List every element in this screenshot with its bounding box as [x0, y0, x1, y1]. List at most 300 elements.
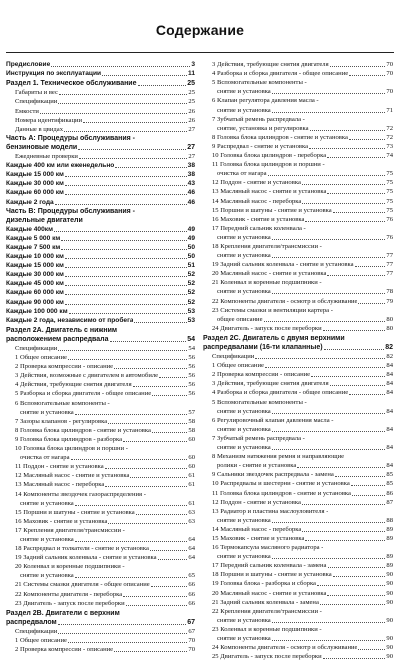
toc-entry[interactable]: [6, 69, 195, 78]
dot-leader: [358, 303, 385, 304]
dot-leader: [123, 596, 187, 597]
toc-entry[interactable]: [6, 453, 195, 462]
toc-entry[interactable]: [6, 489, 195, 498]
toc-entry-title: Каждые 10 000 км: [6, 253, 64, 261]
toc-entry[interactable]: [6, 480, 195, 489]
toc-entry[interactable]: [6, 125, 195, 134]
toc-entry[interactable]: [6, 288, 195, 297]
toc-entry-title: 11 Головка блока цилиндров - снятие и установка: [212, 489, 351, 497]
toc-entry[interactable]: [6, 116, 195, 125]
toc-entry[interactable]: [203, 452, 393, 461]
toc-entry[interactable]: [6, 471, 195, 480]
dot-leader: [310, 130, 386, 131]
toc-entry-page: 57: [188, 408, 195, 416]
dot-leader: [115, 167, 186, 168]
dot-leader: [110, 341, 187, 342]
dot-leader: [272, 431, 386, 432]
toc-entry-title: 7 Зазоры клапанов - регулировка: [15, 417, 108, 425]
toc-entry[interactable]: [203, 561, 393, 570]
toc-entry-page: 90: [386, 653, 393, 661]
toc-entry-page: 49: [187, 234, 195, 242]
toc-entry[interactable]: [6, 60, 195, 69]
toc-entry[interactable]: [6, 326, 195, 335]
toc-entry[interactable]: [203, 570, 393, 579]
toc-entry[interactable]: [203, 224, 393, 233]
toc-entry-title: Каждые 400км: [6, 225, 53, 233]
toc-entry-title: 19 Головка блока - разборка и сборка: [212, 580, 316, 588]
toc-entry-page: 46: [187, 189, 195, 197]
dot-leader: [65, 304, 187, 305]
toc-entry-page: 85: [386, 471, 393, 479]
toc-entry[interactable]: [203, 588, 393, 597]
toc-entry-title: 1 Общее описание: [15, 354, 67, 362]
toc-column-left: [6, 60, 195, 654]
toc-entry[interactable]: [6, 179, 195, 188]
toc-entry[interactable]: [6, 234, 195, 243]
toc-entry-title: 14 Масляный насос - переборка: [212, 197, 302, 205]
toc-entry-page: 77: [386, 270, 393, 278]
dot-leader: [61, 240, 186, 241]
toc-entry-page: 64: [188, 554, 195, 562]
dot-leader: [349, 394, 385, 395]
toc-entry[interactable]: [6, 645, 195, 654]
toc-entry[interactable]: [203, 324, 393, 333]
toc-entry-page: 27: [188, 153, 195, 161]
toc-entry[interactable]: [203, 443, 393, 452]
toc-entry[interactable]: [6, 297, 195, 306]
toc-entry[interactable]: [6, 216, 195, 225]
dot-leader: [297, 467, 385, 468]
toc-entry[interactable]: [203, 78, 393, 87]
dot-leader: [136, 514, 188, 515]
dot-leader: [272, 239, 386, 240]
toc-entry[interactable]: [203, 124, 393, 133]
toc-entry[interactable]: [6, 353, 195, 362]
toc-entry[interactable]: [6, 161, 195, 170]
dot-leader: [68, 359, 187, 360]
toc-entry-page: 75: [386, 197, 393, 205]
dot-leader: [58, 103, 187, 104]
toc-entry[interactable]: [6, 170, 195, 179]
toc-entry[interactable]: [203, 296, 393, 305]
toc-entry-page: 89: [386, 525, 393, 533]
toc-entry[interactable]: [203, 488, 393, 497]
toc-entry[interactable]: [203, 598, 393, 607]
toc-entry-title: 5 Вспомогательные компоненты -: [212, 79, 307, 87]
dot-leader: [159, 377, 187, 378]
dot-leader: [65, 285, 187, 286]
toc-entry[interactable]: [6, 316, 195, 325]
toc-entry[interactable]: [203, 233, 393, 242]
toc-entry[interactable]: [203, 507, 393, 516]
toc-entry[interactable]: [203, 343, 393, 352]
toc-entry-title: 15 Поршни и шатуны - снятие и установка: [212, 206, 332, 214]
toc-entry-title: 21 Задний сальник коленвала - замена: [212, 598, 319, 606]
toc-entry[interactable]: [203, 334, 393, 343]
toc-entry[interactable]: [6, 243, 195, 252]
toc-entry-title: 18 Крепления двигателя/трансмиссии -: [212, 242, 322, 250]
toc-entry[interactable]: [203, 187, 393, 196]
toc-entry[interactable]: [6, 589, 195, 598]
toc-entry-page: 90: [386, 635, 393, 642]
dot-leader: [58, 624, 186, 625]
toc-entry[interactable]: [6, 462, 195, 471]
toc-entry-page: 86: [386, 489, 393, 497]
toc-entry[interactable]: [203, 260, 393, 269]
toc-entry-page: 87: [386, 498, 393, 506]
toc-entry[interactable]: [203, 169, 393, 178]
toc-entry[interactable]: [6, 599, 195, 608]
dot-leader: [65, 267, 187, 268]
toc-entry-page: 78: [386, 288, 393, 296]
toc-entry-title: 3 Действия, требующие снятия двигателя: [212, 61, 329, 69]
dot-leader: [272, 93, 386, 94]
toc-entry-title: 2 Проверка компрессии - описание: [15, 646, 114, 654]
toc-entry-title: 22 Компоненты двигателя - осмотр и обслуживание: [212, 297, 358, 305]
dot-leader: [324, 349, 385, 350]
toc-entry-page: 85: [386, 480, 393, 488]
toc-entry-title: 14 Масляный насос - переборка: [212, 525, 302, 533]
toc-entry[interactable]: [203, 461, 393, 470]
toc-entry-title: 12 Поддон - снятие и установка: [212, 498, 301, 506]
toc-entry[interactable]: [6, 362, 195, 371]
toc-entry[interactable]: [6, 380, 195, 389]
toc-entry-title: 2 Проверка компрессии - описание: [15, 363, 114, 371]
dot-leader: [114, 368, 187, 369]
toc-entry-title: 9 Сальники звездочек распредвала - замена: [212, 471, 334, 479]
toc-entry[interactable]: [6, 526, 195, 535]
toc-entry[interactable]: [203, 434, 393, 443]
toc-entry[interactable]: [6, 508, 195, 517]
toc-entry-title: 9 Распредвал - снятие и установка: [212, 142, 309, 150]
toc-entry-title: очистка от нагара: [217, 170, 267, 178]
toc-entry[interactable]: [203, 196, 393, 205]
toc-entry[interactable]: [203, 352, 393, 361]
dot-leader: [305, 221, 385, 222]
toc-entry-page: 27: [187, 143, 195, 151]
toc-entry[interactable]: [203, 416, 393, 425]
toc-entry[interactable]: [6, 435, 195, 444]
toc-entry[interactable]: [6, 88, 195, 97]
toc-entry-title: 16 Термокапсула масляного радиатора -: [212, 544, 324, 552]
toc-entry[interactable]: [6, 535, 195, 544]
toc-entry-title: Каждые 100 000 км: [6, 307, 68, 315]
toc-entry-title: 10 Головка блока цилиндров - переборка: [212, 152, 327, 160]
toc-entry-title: Раздел 2В. Двигатели с верхним: [6, 609, 120, 617]
toc-entry-title: распредвалом: [6, 618, 57, 626]
toc-entry[interactable]: [203, 625, 393, 634]
toc-entry-title: 16 Маховик - снятие и установка: [15, 517, 108, 525]
toc-entry[interactable]: [203, 215, 393, 224]
toc-entry[interactable]: [6, 408, 195, 417]
title-divider: [6, 52, 394, 53]
toc-entry-title: 20 Коленвал и коренные подшипники -: [15, 563, 125, 571]
toc-entry-page: 89: [386, 553, 393, 561]
dot-leader: [152, 432, 187, 433]
toc-entry[interactable]: [203, 206, 393, 215]
toc-entry-page: 75: [386, 170, 393, 178]
toc-entry[interactable]: [6, 207, 195, 216]
toc-entry[interactable]: [203, 269, 393, 278]
toc-entry[interactable]: [203, 251, 393, 260]
toc-entry[interactable]: [203, 616, 393, 625]
toc-entry-title: 17 Передний сальник коленвала - замена: [212, 562, 327, 570]
toc-entry-title: снятие и установка: [20, 499, 74, 507]
dot-leader: [323, 658, 386, 659]
toc-entry[interactable]: [6, 444, 195, 453]
toc-entry[interactable]: [203, 379, 393, 388]
toc-entry[interactable]: [203, 652, 393, 661]
toc-entry[interactable]: [203, 397, 393, 406]
dot-leader: [65, 294, 187, 295]
toc-entry[interactable]: [6, 636, 195, 645]
toc-entry-page: 52: [187, 298, 195, 306]
toc-entry-page: 76: [386, 215, 393, 223]
dot-leader: [55, 204, 187, 205]
toc-entry[interactable]: [6, 261, 195, 270]
toc-entry[interactable]: [6, 618, 195, 627]
dot-leader: [327, 193, 385, 194]
toc-entry[interactable]: [203, 425, 393, 434]
toc-entry[interactable]: [203, 60, 393, 69]
toc-entry-title: Инструкция по эксплуатации: [6, 70, 102, 78]
dot-leader: [320, 604, 386, 605]
toc-entry-title: снятие и установка: [217, 233, 271, 241]
toc-entry-page: 50: [187, 253, 195, 261]
toc-entry[interactable]: [203, 516, 393, 525]
toc-entry-page: 90: [386, 616, 393, 624]
toc-entry-title: 1 Общее описание: [212, 362, 264, 370]
toc-entry[interactable]: [203, 151, 393, 160]
toc-entry[interactable]: [6, 398, 195, 407]
toc-entry[interactable]: [6, 188, 195, 197]
toc-entry-page: 70: [386, 61, 393, 69]
dot-leader: [351, 485, 386, 486]
toc-entry[interactable]: [203, 579, 393, 588]
toc-entry[interactable]: [203, 287, 393, 296]
toc-entry[interactable]: [203, 407, 393, 416]
toc-entry-page: 75: [386, 179, 393, 187]
toc-entry-title: Раздел 2А. Двигатель с нижним: [6, 326, 118, 334]
toc-entry[interactable]: [203, 607, 393, 616]
toc-entry[interactable]: [203, 388, 393, 397]
toc-entry-title: 6 Вспомогательные компоненты -: [15, 399, 110, 407]
toc-entry[interactable]: [203, 525, 393, 534]
toc-entry[interactable]: [6, 609, 195, 618]
dot-leader: [323, 330, 386, 331]
dot-leader: [78, 149, 186, 150]
toc-entry[interactable]: [203, 242, 393, 251]
toc-entry[interactable]: [6, 97, 195, 106]
toc-entry[interactable]: [6, 499, 195, 508]
toc-entry-page: 84: [386, 444, 393, 452]
toc-entry[interactable]: [6, 344, 195, 353]
toc-entry[interactable]: [203, 361, 393, 370]
toc-entry-title: Спецификации: [15, 98, 58, 106]
toc-entry-title: Каждые 30 000 км: [6, 180, 64, 188]
toc-entry-page: 76: [386, 233, 393, 241]
toc-entry-page: 84: [386, 389, 393, 397]
toc-entry[interactable]: [203, 306, 393, 315]
toc-entry[interactable]: [203, 278, 393, 287]
toc-entry-title: Каждые 2 года, независимо от пробега: [6, 316, 134, 324]
toc-entry-title: Каждые 5 000 км: [6, 234, 61, 242]
toc-entry-page: 90: [386, 571, 393, 579]
dot-leader: [309, 148, 385, 149]
toc-entry-title: снятие и установка: [217, 407, 271, 415]
toc-entry[interactable]: [203, 315, 393, 324]
toc-entry-page: 89: [386, 562, 393, 570]
dot-leader: [302, 203, 385, 204]
toc-entry-title: Раздел 2С. Двигатель с двумя верхними: [203, 334, 345, 342]
toc-entry-title: 15 Маховик - снятие и установка: [212, 534, 305, 542]
dot-leader: [65, 194, 187, 195]
toc-entry[interactable]: [6, 335, 195, 344]
toc-entry-title: 8 Головка блока цилиндров - снятие и установка: [212, 133, 348, 141]
dot-leader: [272, 640, 386, 641]
dot-leader: [138, 85, 187, 86]
toc-entry-page: 73: [386, 142, 393, 150]
dot-leader: [272, 293, 386, 294]
toc-entry-page: 56: [188, 381, 195, 389]
toc-entry-title: Часть В: Процедуры обслуживания -: [6, 207, 136, 215]
dot-leader: [255, 358, 385, 359]
toc-entry-title: 10 Распредвалы и шестерни - снятие и установка: [212, 480, 350, 488]
toc-entry-title: 20 Масляный насос - снятие и установка: [212, 270, 327, 278]
toc-entry[interactable]: [6, 252, 195, 261]
toc-entry[interactable]: [6, 143, 195, 152]
toc-entry[interactable]: [6, 307, 195, 316]
toc-entry[interactable]: [6, 225, 195, 234]
toc-entry[interactable]: [6, 426, 195, 435]
toc-entry-page: 84: [386, 462, 393, 470]
toc-entry-page: 70: [188, 646, 195, 654]
dot-leader: [305, 540, 385, 541]
toc-entry-title: расположением распредвала: [6, 335, 109, 343]
toc-entry[interactable]: [6, 134, 195, 143]
toc-entry-page: 56: [188, 354, 195, 362]
toc-entry[interactable]: [6, 371, 195, 380]
toc-entry-page: 89: [386, 534, 393, 542]
toc-entry-title: Каждые 45 000 км: [6, 280, 64, 288]
toc-entry[interactable]: [203, 552, 393, 561]
toc-entry[interactable]: [203, 96, 393, 105]
toc-entry[interactable]: [203, 105, 393, 114]
toc-entry-title: 17 Передний сальник коленвала -: [212, 224, 306, 232]
toc-entry-page: 52: [187, 280, 195, 288]
toc-entry-title: Ежедневные проверки: [15, 153, 78, 161]
toc-entry-page: 61: [188, 472, 195, 480]
toc-entry[interactable]: [6, 106, 195, 115]
toc-entry-title: Каждые 15 000 км: [6, 262, 64, 270]
toc-entry[interactable]: [6, 580, 195, 589]
dot-leader: [71, 459, 188, 460]
dot-leader: [150, 550, 187, 551]
toc-entry[interactable]: [6, 553, 195, 562]
toc-entry-page: 61: [188, 481, 195, 489]
toc-entry-page: 61: [188, 499, 195, 507]
toc-entry[interactable]: [203, 498, 393, 507]
toc-entry[interactable]: [6, 152, 195, 161]
toc-entry-title: снятие и установка: [217, 106, 271, 114]
toc-entry[interactable]: [203, 643, 393, 652]
toc-entry-title: 6 Клапан регулятора давления масла -: [212, 97, 319, 105]
toc-entry-title: 4 Разборка и сборка двигателя - общее описание: [212, 70, 349, 78]
dot-leader: [102, 75, 187, 76]
toc-entry[interactable]: [6, 79, 195, 88]
toc-entry[interactable]: [6, 197, 195, 206]
toc-entry-title: 3 Действия, возможные с двигателем в автомобиле: [15, 372, 159, 380]
toc-entry[interactable]: [6, 270, 195, 279]
toc-entry[interactable]: [203, 133, 393, 142]
toc-entry-title: 12 Масляный насос - снятие и установка: [15, 472, 130, 480]
toc-entry-title: Емкости: [15, 107, 39, 115]
toc-entry-title: снятие и установка: [20, 535, 74, 543]
toc-entry-page: 70: [386, 88, 393, 96]
toc-entry-title: 24 Двигатель - запуск после переборки: [212, 324, 322, 332]
toc-entry-page: 60: [188, 463, 195, 471]
toc-entry-page: 49: [187, 225, 195, 233]
toc-entry[interactable]: [203, 178, 393, 187]
dot-leader: [65, 176, 187, 177]
dot-leader: [158, 559, 188, 560]
toc-entry[interactable]: [203, 370, 393, 379]
dot-leader: [75, 577, 188, 578]
toc-entry[interactable]: [6, 517, 195, 526]
toc-entry[interactable]: [6, 417, 195, 426]
dot-leader: [65, 276, 187, 277]
toc-entry-page: 38: [187, 171, 195, 179]
toc-entry-page: 90: [386, 589, 393, 597]
dot-leader: [333, 212, 386, 213]
toc-entry[interactable]: [6, 389, 195, 398]
toc-entry[interactable]: [6, 544, 195, 553]
toc-entry-title: Спецификации: [15, 345, 58, 352]
dot-leader: [126, 605, 188, 606]
toc-entry[interactable]: [203, 160, 393, 169]
dot-leader: [330, 66, 386, 67]
toc-column-right: [203, 60, 393, 661]
toc-entry[interactable]: [203, 115, 393, 124]
toc-entry-title: Каждые 30 000 км: [6, 271, 64, 279]
toc-entry[interactable]: [203, 470, 393, 479]
toc-entry[interactable]: [203, 479, 393, 488]
toc-entry[interactable]: [203, 87, 393, 96]
toc-entry-title: 9 Головка блока цилиндров - разборка: [15, 435, 122, 443]
dot-leader: [65, 258, 187, 259]
toc-entry[interactable]: [203, 142, 393, 151]
toc-entry[interactable]: [203, 543, 393, 552]
toc-entry-title: снятие и установка: [20, 408, 74, 416]
toc-entry[interactable]: [6, 279, 195, 288]
toc-entry-title: 16 Маховик - снятие и установка: [212, 215, 305, 223]
toc-entry-title: 23 Двигатель - запуск после переборки: [15, 599, 125, 607]
toc-entry-title: 22 Крепления двигателя/трансмиссии -: [212, 607, 322, 615]
toc-entry[interactable]: [203, 634, 393, 643]
toc-entry[interactable]: [203, 534, 393, 543]
dot-leader: [133, 386, 188, 387]
dot-leader: [330, 385, 386, 386]
toc-entry-page: 67: [188, 627, 195, 635]
toc-entry-page: 54: [188, 345, 195, 352]
toc-entry-title: Каждые 2 года: [6, 198, 54, 206]
toc-entry-page: 84: [386, 371, 393, 379]
toc-entry-title: 13 Радиатор и пластина маслоуловителя -: [212, 507, 329, 515]
toc-entry[interactable]: [203, 69, 393, 78]
toc-entry[interactable]: [6, 571, 195, 580]
toc-entry[interactable]: [6, 627, 195, 636]
dot-leader: [75, 541, 188, 542]
